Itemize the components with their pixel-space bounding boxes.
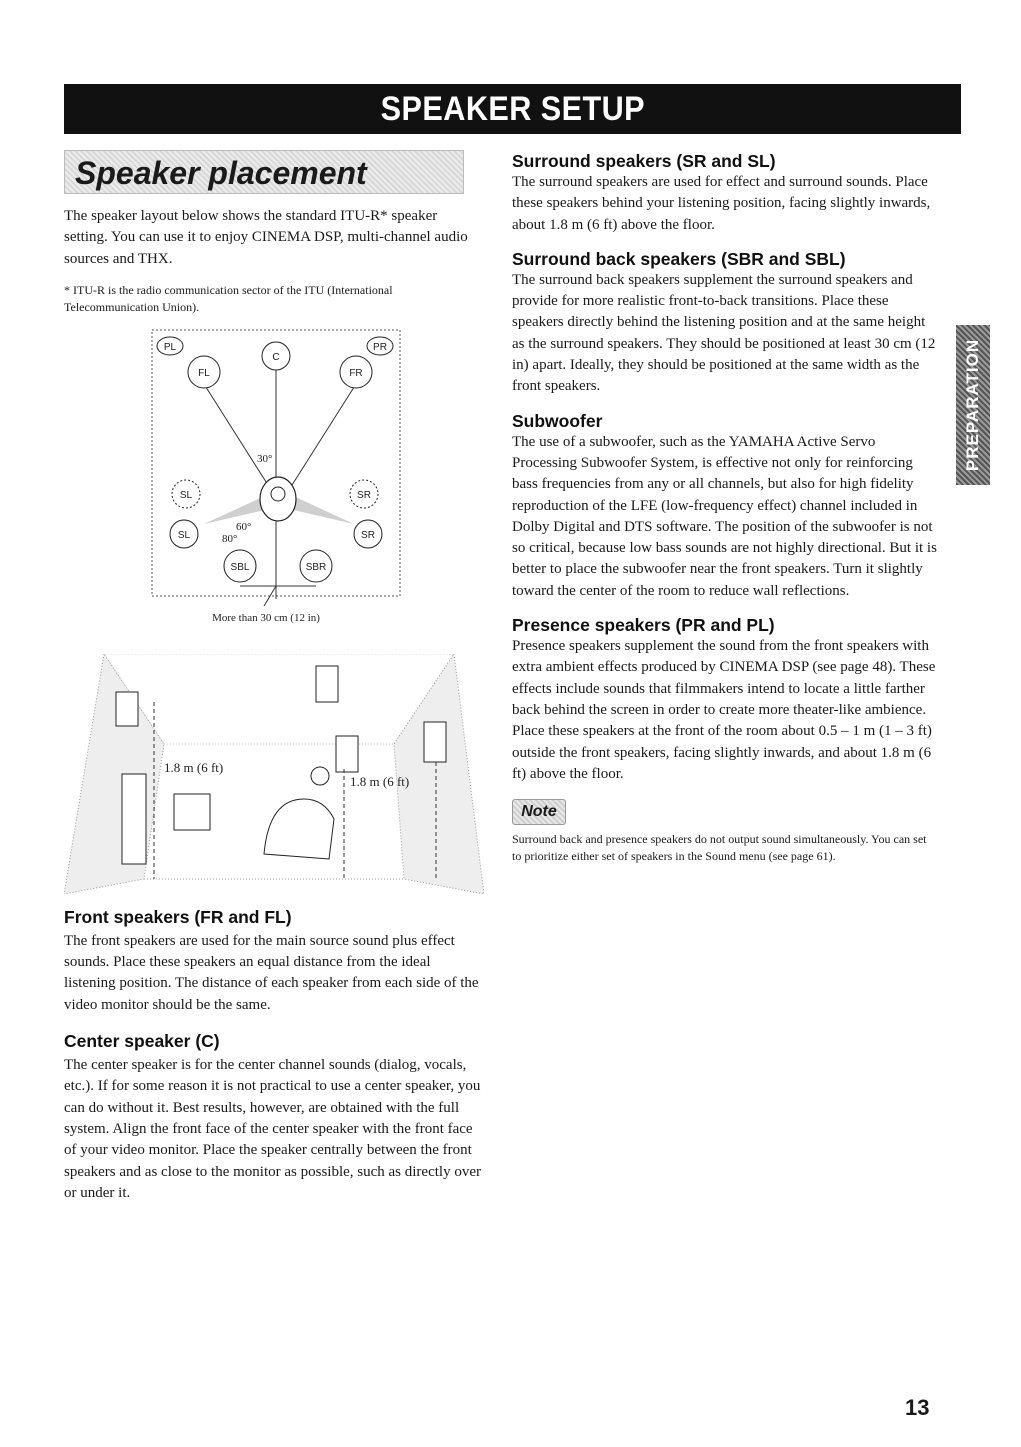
speaker-fr bbox=[340, 356, 372, 388]
heading-surround-back-speakers: Surround back speakers (SBR and SBL) bbox=[512, 248, 846, 269]
diagram-caption: More than 30 cm (12 in) bbox=[212, 611, 320, 624]
section-title: Speaker placement bbox=[75, 155, 367, 191]
speaker-sr-upper bbox=[350, 480, 378, 508]
speaker-layout-diagram bbox=[64, 324, 484, 624]
height-label-left: 1.8 m (6 ft) bbox=[164, 759, 224, 775]
svg-text:PL: PL bbox=[163, 341, 177, 353]
svg-text:SBR: SBR bbox=[305, 561, 327, 573]
speaker-rear-high bbox=[316, 666, 338, 702]
svg-text:SR: SR bbox=[361, 529, 375, 541]
speaker-fl bbox=[188, 356, 220, 388]
svg-text:FR: FR bbox=[349, 367, 363, 379]
banner-title: SPEAKER SETUP bbox=[380, 90, 645, 128]
heading-subwoofer: Subwoofer bbox=[512, 410, 603, 431]
page-number: 13 bbox=[905, 1395, 930, 1420]
right-column bbox=[512, 150, 937, 865]
heading-surround-speakers: Surround speakers (SR and SL) bbox=[512, 151, 776, 171]
speaker-sr bbox=[354, 520, 382, 548]
heading-presence-speakers: Presence speakers (PR and PL) bbox=[512, 615, 775, 636]
svg-text:SL: SL bbox=[177, 529, 191, 541]
text-front-speakers: The front speakers are used for the main source sound plus effect sounds. Place these speakers an equal distance from the ideal listening position. The distance of each speaker from each side of the video monitor should be the same. bbox=[64, 932, 479, 1013]
svg-text:PR: PR bbox=[373, 341, 387, 353]
video-monitor bbox=[174, 794, 210, 830]
text-center-speaker: The center speaker is for the center channel sounds (dialog, vocals, etc.). If for some reason it is not practical to use a center speaker, you can do without it. Best results, however, are obtained with the full system. Align the front face of the center speaker with the front face of your video monitor. Place the speaker centrally between the front speakers and as close to the monitor as possible, such as directly over or under it. bbox=[64, 1057, 481, 1201]
svg-text:FL: FL bbox=[198, 367, 210, 379]
speaker-sl bbox=[170, 520, 198, 548]
speaker-c bbox=[262, 342, 290, 370]
speaker-sbr bbox=[300, 550, 332, 582]
left-column bbox=[64, 150, 484, 1204]
note-text: Surround back and presence speakers do not output sound simultaneously. You can set to prioritize either set of speakers in the Sound menu (see page 61). bbox=[512, 832, 927, 864]
height-label-right: 1.8 m (6 ft) bbox=[350, 773, 410, 789]
speaker-rear-mid bbox=[336, 736, 358, 772]
heading-front-speakers: Front speakers (FR and FL) bbox=[64, 906, 292, 927]
listener-figure bbox=[260, 477, 296, 521]
speaker-sl-upper bbox=[172, 480, 200, 508]
speaker-sbl bbox=[224, 550, 256, 582]
room-perspective-diagram bbox=[64, 654, 484, 894]
speaker-right-high bbox=[424, 722, 446, 762]
listener-chair bbox=[264, 799, 334, 859]
angle-60-label: 60° bbox=[236, 520, 252, 533]
text-surround-back-speakers: The surround back speakers supplement the surround speakers and provide for more realistic front-to-back transitions. Place these speakers directly behind the listening position and at the same height as the surround speakers. They should be positioned at least 30 cm (12 in) apart. Ideally, they should be positioned at the same width as the front speakers. bbox=[512, 271, 936, 395]
text-presence-speakers: Presence speakers supplement the sound from the front speakers with extra ambient effects produced by CINEMA DSP (see page 48). These effects include sounds that filmmakers intend to locate a little farther back behind the screen in order to create more theater-like ambience. Place these speakers at the front of the room about 0.5 – 1 m (1 – 3 ft) outside the front speakers, facing slightly inwards, and about 1.8 m (6 ft) above the floor. bbox=[512, 638, 936, 782]
svg-text:SL: SL bbox=[179, 489, 193, 501]
speaker-front-left bbox=[122, 774, 146, 864]
angle-80-label: 80° bbox=[222, 532, 238, 545]
speaker-pr bbox=[367, 337, 393, 355]
page-banner bbox=[64, 84, 961, 134]
text-subwoofer: The use of a subwoofer, such as the YAMAHA Active Servo Processing Subwoofer System, is effective not only for reinforcing bass frequencies from any or all channels, but also for high fidelity reproduction of the LFE (low-frequency effect) channel included in Dolby Digital and DTS software. The position of the subwoofer is not so critical, because low bass sounds are not highly directional. But it is better to place the subwoofer near the front speakers. Turn it slightly toward the center of the room to reduce wall reflections. bbox=[512, 433, 937, 599]
text-surround-speakers: The surround speakers are used for effect and surround sounds. Place these speakers behind your listening position, facing slightly inwards, about 1.8 m (6 ft) above the floor. bbox=[512, 174, 931, 233]
angle-30-label: 30° bbox=[257, 452, 273, 465]
side-tab-label: PREPARATION bbox=[963, 338, 982, 472]
section-title-badge bbox=[64, 150, 464, 194]
intro-text: The speaker layout below shows the standard ITU-R* speaker setting. You can use it to enjoy CINEMA DSP, multi-channel audio sources and THX. bbox=[64, 208, 468, 267]
speaker-pl bbox=[157, 337, 183, 355]
note-badge bbox=[512, 799, 566, 825]
note-label: Note bbox=[521, 803, 557, 821]
footnote-text: * ITU-R is the radio communication sector of the ITU (International Telecommunication Union). bbox=[64, 282, 393, 314]
svg-text:SR: SR bbox=[357, 489, 371, 501]
heading-center-speaker: Center speaker (C) bbox=[64, 1031, 220, 1052]
speaker-left-high bbox=[116, 692, 138, 726]
svg-text:C: C bbox=[272, 351, 280, 363]
side-tab-preparation bbox=[956, 325, 990, 485]
svg-text:SBL: SBL bbox=[230, 561, 250, 573]
note-badge-wrap bbox=[512, 799, 937, 825]
